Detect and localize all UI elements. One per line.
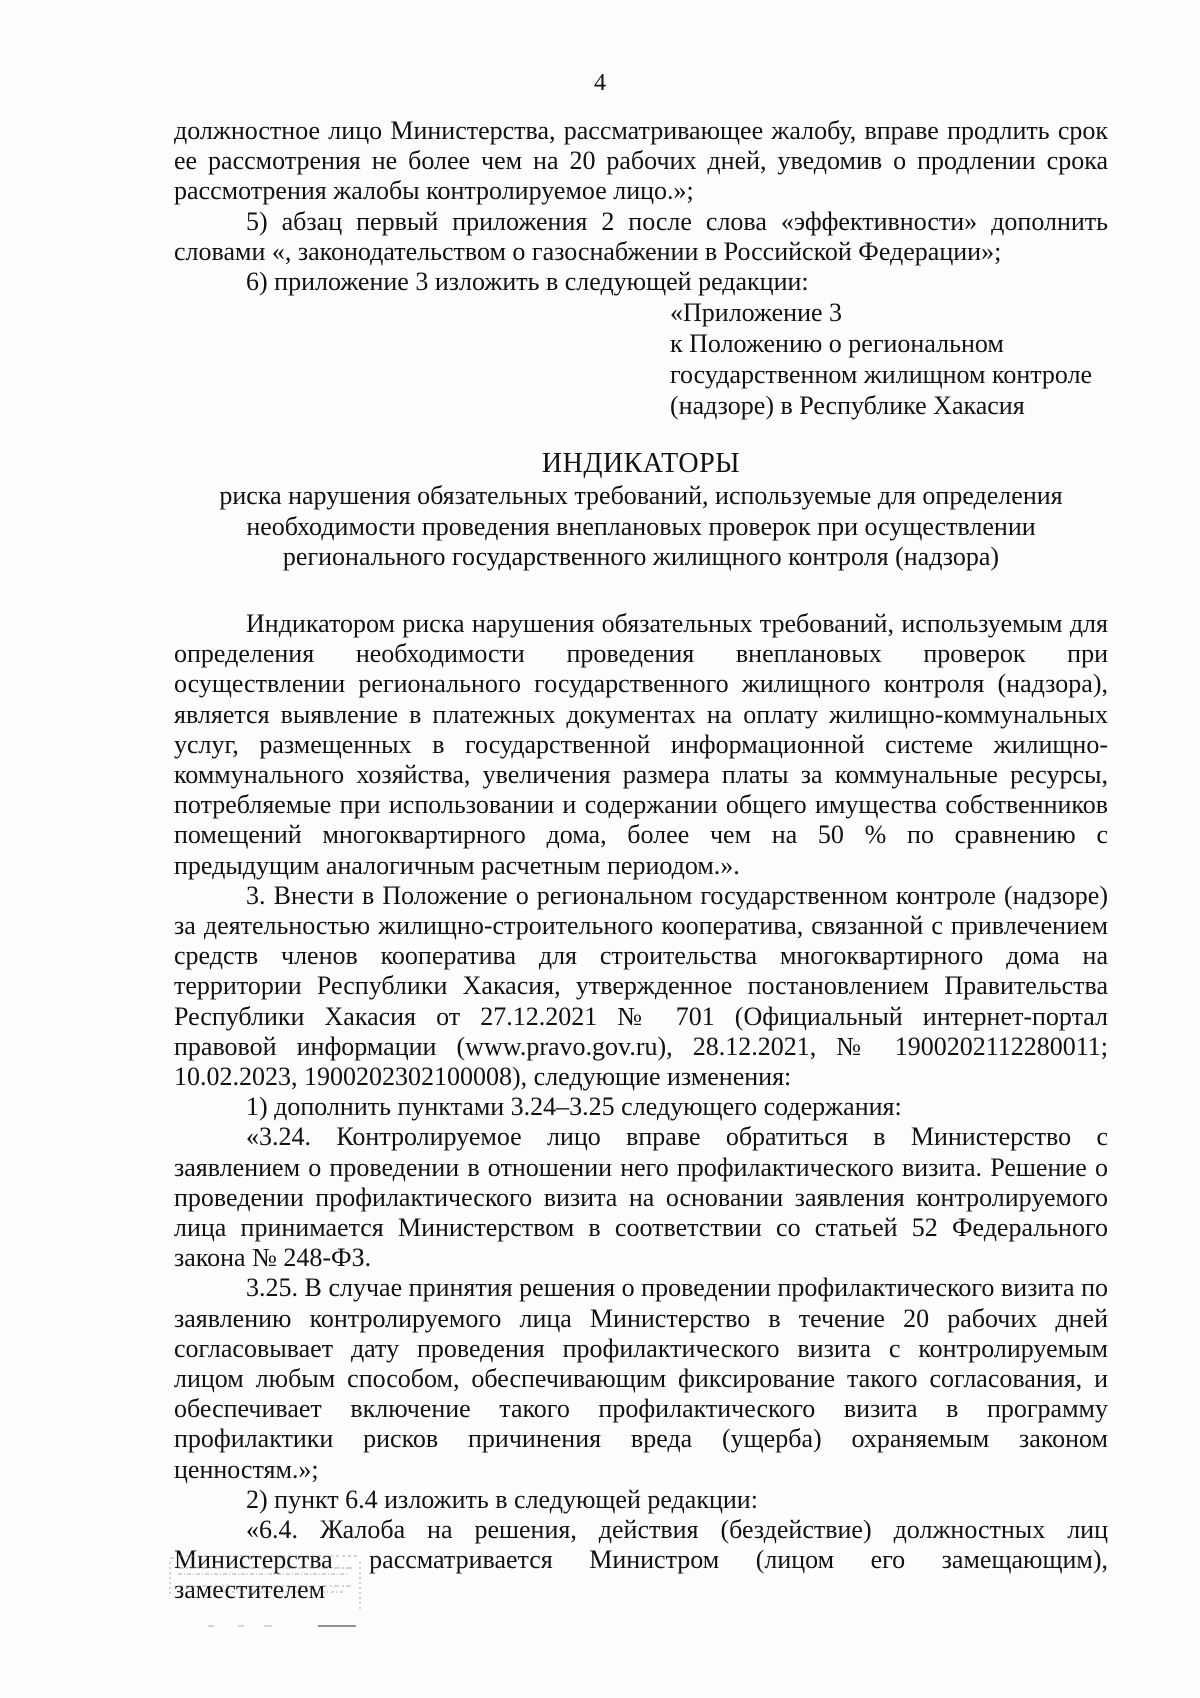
document-title: ИНДИКАТОРЫ xyxy=(541,448,741,480)
paragraph: «6.4. Жалоба на решения, действия (бездействие) должностных лиц Министерства рассматривается Министром (лицом его замещающим), заместителем xyxy=(174,1515,1108,1605)
subtitle-line: регионального государственного жилищного контроля (надзора) xyxy=(282,542,1000,572)
paragraph: 5) абзац первый приложения 2 после слова «эффективности» дополнить словами «, законодательством о газоснабжении в Российской Федерации»; xyxy=(174,206,1108,266)
document-subtitle xyxy=(174,481,1108,573)
electronic-signature-stamp xyxy=(168,1552,368,1632)
stamp-graphic xyxy=(168,1552,368,1632)
paragraph: должностное лицо Министерства, рассматривающее жалобу, вправе продлить срок ее рассмотрения не более чем на 20 рабочих дней, уведомив о продлении срока рассмотрения жалобы контролируемое лицо.»; xyxy=(174,116,1108,206)
spacer xyxy=(174,573,1108,609)
paragraph: «3.24. Контролируемое лицо вправе обратиться в Министерство с заявлением о проведении в отношении него профилактического визита. Решение о проведении профилактического визита на основании заявления контролируемого лица принимается Министерством в соответствии со статьей 52 Федерального закона № 248-ФЗ. xyxy=(174,1122,1108,1273)
paragraph: 2) пункт 6.4 изложить в следующей редакции: xyxy=(246,1484,758,1514)
paragraph: 6) приложение 3 изложить в следующей редакции: xyxy=(246,267,809,297)
page-number: 4 xyxy=(594,70,606,96)
paragraph: 3.25. В случае принятия решения о проведении профилактического визита по заявлению контролируемого лица Министерство в течение 20 рабочих дней согласовывает дату проведения профилактического визита с контролируемым лицом любым способом, обеспечивающим фиксирование такого согласования, и обеспечивает включение такого профилактического визита в программу профилактики рисков причинения вреда (ущерба) охраняемым законом ценностям.»; xyxy=(174,1273,1108,1484)
annex-line: к Положению о региональном xyxy=(670,329,1004,359)
document-body xyxy=(174,116,1108,1606)
paragraph: Индикатором риска нарушения обязательных требований, используемым для определения необходимости проведения внеплановых проверок при осуществлении регионального государственного жилищного контроля (надзора), является выявление в платежных документах на оплату жилищно-коммунальных услуг, размещенных в государственной информационной системе жилищно-коммунального хозяйства, увеличения размера платы за коммунальные ресурсы, потребляемые при использовании и содержании общего имущества собственников помещений многоквартирного дома, более чем на 50 % по сравнению с предыдущим аналогичным расчетным периодом.». xyxy=(174,608,1108,880)
annex-line: «Приложение 3 xyxy=(670,298,843,328)
annex-reference xyxy=(670,297,1108,421)
annex-line: государственном жилищном контроле xyxy=(670,360,1093,390)
paragraph: 1) дополнить пунктами 3.24–3.25 следующего содержания: xyxy=(246,1092,902,1122)
subtitle-line: риска нарушения обязательных требований, используемые для определения xyxy=(219,481,1063,511)
subtitle-line: необходимости проведения внеплановых проверок при осуществлении xyxy=(246,511,1036,541)
annex-line: (надзоре) в Республике Хакасия xyxy=(670,391,1025,421)
paragraph: 3. Внести в Положение о региональном государственном контроле (надзоре) за деятельностью жилищно-строительного кооператива, связанной с привлечением средств членов кооператива для строительства многоквартирного дома на территории Республики Хакасия, утвержденное постановлением Правительства Республики Хакасия от 27.12.2021 № 701 (Официальный интернет-портал правовой информации (www.pravo.gov.ru), 28.12.2021, № 1900202112280011; 10.02.2023, 1900202302100008), следующие изменения: xyxy=(174,880,1108,1091)
